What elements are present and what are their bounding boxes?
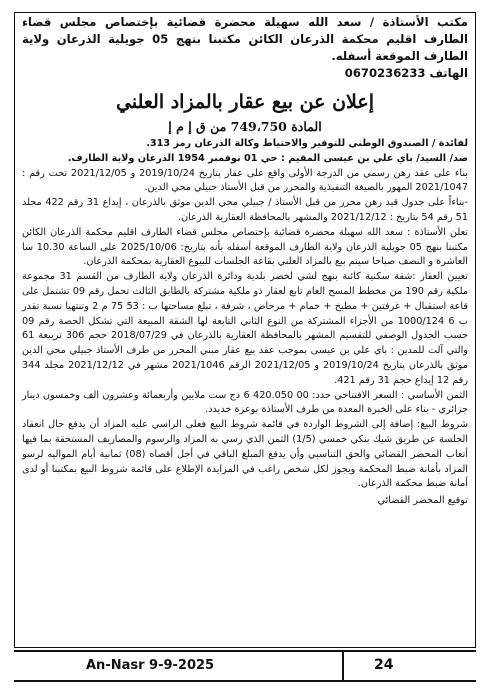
sale-announcement: تعلن الأستاذة : سعد الله سهيلة محضرة قضائية بإختصاص مجلس قضاء الطارف اقليم محكمة الذرعان الكائن مكتبنا بنهج 05 جويلية الذرعان ولاية الطارف الموقعة أسفله بأنه بتاريخ: 2025/10/06 على الساعة 10.30 سا العاشرة و النصف صباحا سيتم بيع بالمزاد العلني بقاعة الجلسات للبيوع العقارية بمحكمة الذرعان.	[22, 226, 468, 268]
legal-article: المادة 749،750 من ق إ م إ	[168, 119, 322, 134]
debtor: ضد/ السيد/ باي علي بن عيسى المقيم : حي 01 نوفمبر 1954 الذرعان ولاية الطارف.	[67, 152, 468, 164]
announcement-content	[22, 14, 468, 508]
mortgage-deed: بناء على عقد رهن رسمي من الدرجة الأولى واقع على عقار بتاريخ 2019/10/24 و 2021/12/05 تحت رقم : 2021/1047 المهور بالصيغة التنفيذية والمحرر من قبل الأستاذ جبيلي محي الدين.	[22, 167, 468, 194]
page-footer	[14, 650, 476, 682]
mortgage-registration: -بناءاً على جدول قيد رهن محرر من قبل الأستاذ / جبيلي محي الدين موثق بالذرعان ، إيداع 31 رقم 422 مجلد 51 رقم 54 بتاريخ : 2021/12/12 والمشهر بالمحافظة العقارية الذرعان.	[22, 197, 468, 223]
property-description: تعيين العقار :شقة سكنية كائنة بنهج لشي لخضر بلدية ودائرة الذرعان ولاية الطارف من القسم 31 مجموعة ملكية رقم 190 من مخطط المسح العام تابع لعقار ذو ملكية مشتركة بالطابق الثالث تحمل رقم 09 تشتمل على قاعة استقبال + غرفتين + مطبخ + حمام + مرحاض ، شرفة ، تبلغ مساحتها ب : 53 75 م 2 وتنتهيا نسبة تقدر ب 6 1000/124 من الأجزاء المشتركة من النوع الثاني التابعة لها الشقة المبيعة التي تشكل الحصة رقم 09 حسب الجدول الوصفي للتقسيم المشهر بالمحافظة العقارية بالذرعان في 2018/07/29 حجم 306 تريبعة 61 والتي آلت للمدين : باي علي بن عيسى بموجب عقد بيع عقار مبني المحرر من طرف الأستاذ جبيلي محي الدين موثق بالذرعان بتاريخ 2019/10/24 و 2021/12/05 الرقم 2021/1046 مشهر في 2021/12/12 مجلد 344 رقم 12 إيداع حجم 31 رقم 421.	[22, 271, 469, 386]
announcement-title: إعلان عن بيع عقار بالمزاد العلني	[116, 91, 374, 113]
office-header: مكتب الأستاذة / سعد الله سهيلة محضرة قضائية بإختصاص مجلس قضاء الطارف اقليم محكمة الذرعان الكائن مكتبنا بنهج 05 جويلية الذرعان ولاية الطارف الموقعة أسفله.	[22, 15, 468, 63]
office-phone: الهاتف 0670236233	[344, 66, 468, 80]
beneficiary: لفائدة / الصندوق الوطني للتوفير والاحتياط وكالة الذرعان رمز 313.	[146, 138, 468, 149]
footer-date: An-Nasr 9-9-2025	[86, 658, 215, 673]
footer-divider	[342, 652, 344, 680]
base-price: الثمن الأساسي : السعر الافتتاحي حدد: 00 420.050 6 دج ست ملايين وأربعمائة وعشرون الف وخمسون دينار جزائري - بناء على الخبرة المعدة من طرف الأستاذة بوعزة خديدد.	[22, 389, 468, 416]
page-number: 24	[374, 657, 394, 673]
announcement-body	[22, 137, 468, 508]
bailiff-signature: توقيع المحضر القضائي	[377, 495, 468, 507]
sale-conditions: شروط البيع: إضافة إلى الشروط الواردة في قائمة شروط البيع فعلى الراسي عليه المزاد أن يدفع حال انعقاد الجلسة عن طريق شيك بنكي خمسي (1/5) الثمن الذي رسي به المزاد والرسوم والمصاريف المستحقة بما فيها أتعاب المحضر القضائي والحق التناسبي وأن يدفع المبلغ الباقي في أجل أقصاه (08) ثمانية أيام المواليه لرسو المزاد بأمانة ضبط المحكمة ويجوز لكل شخص راغب في المزايدة الإطلاع على قائمة شروط البيع بمكتبنا أو لدى أمانة ضبط محكمة الذرعان.	[22, 419, 468, 490]
